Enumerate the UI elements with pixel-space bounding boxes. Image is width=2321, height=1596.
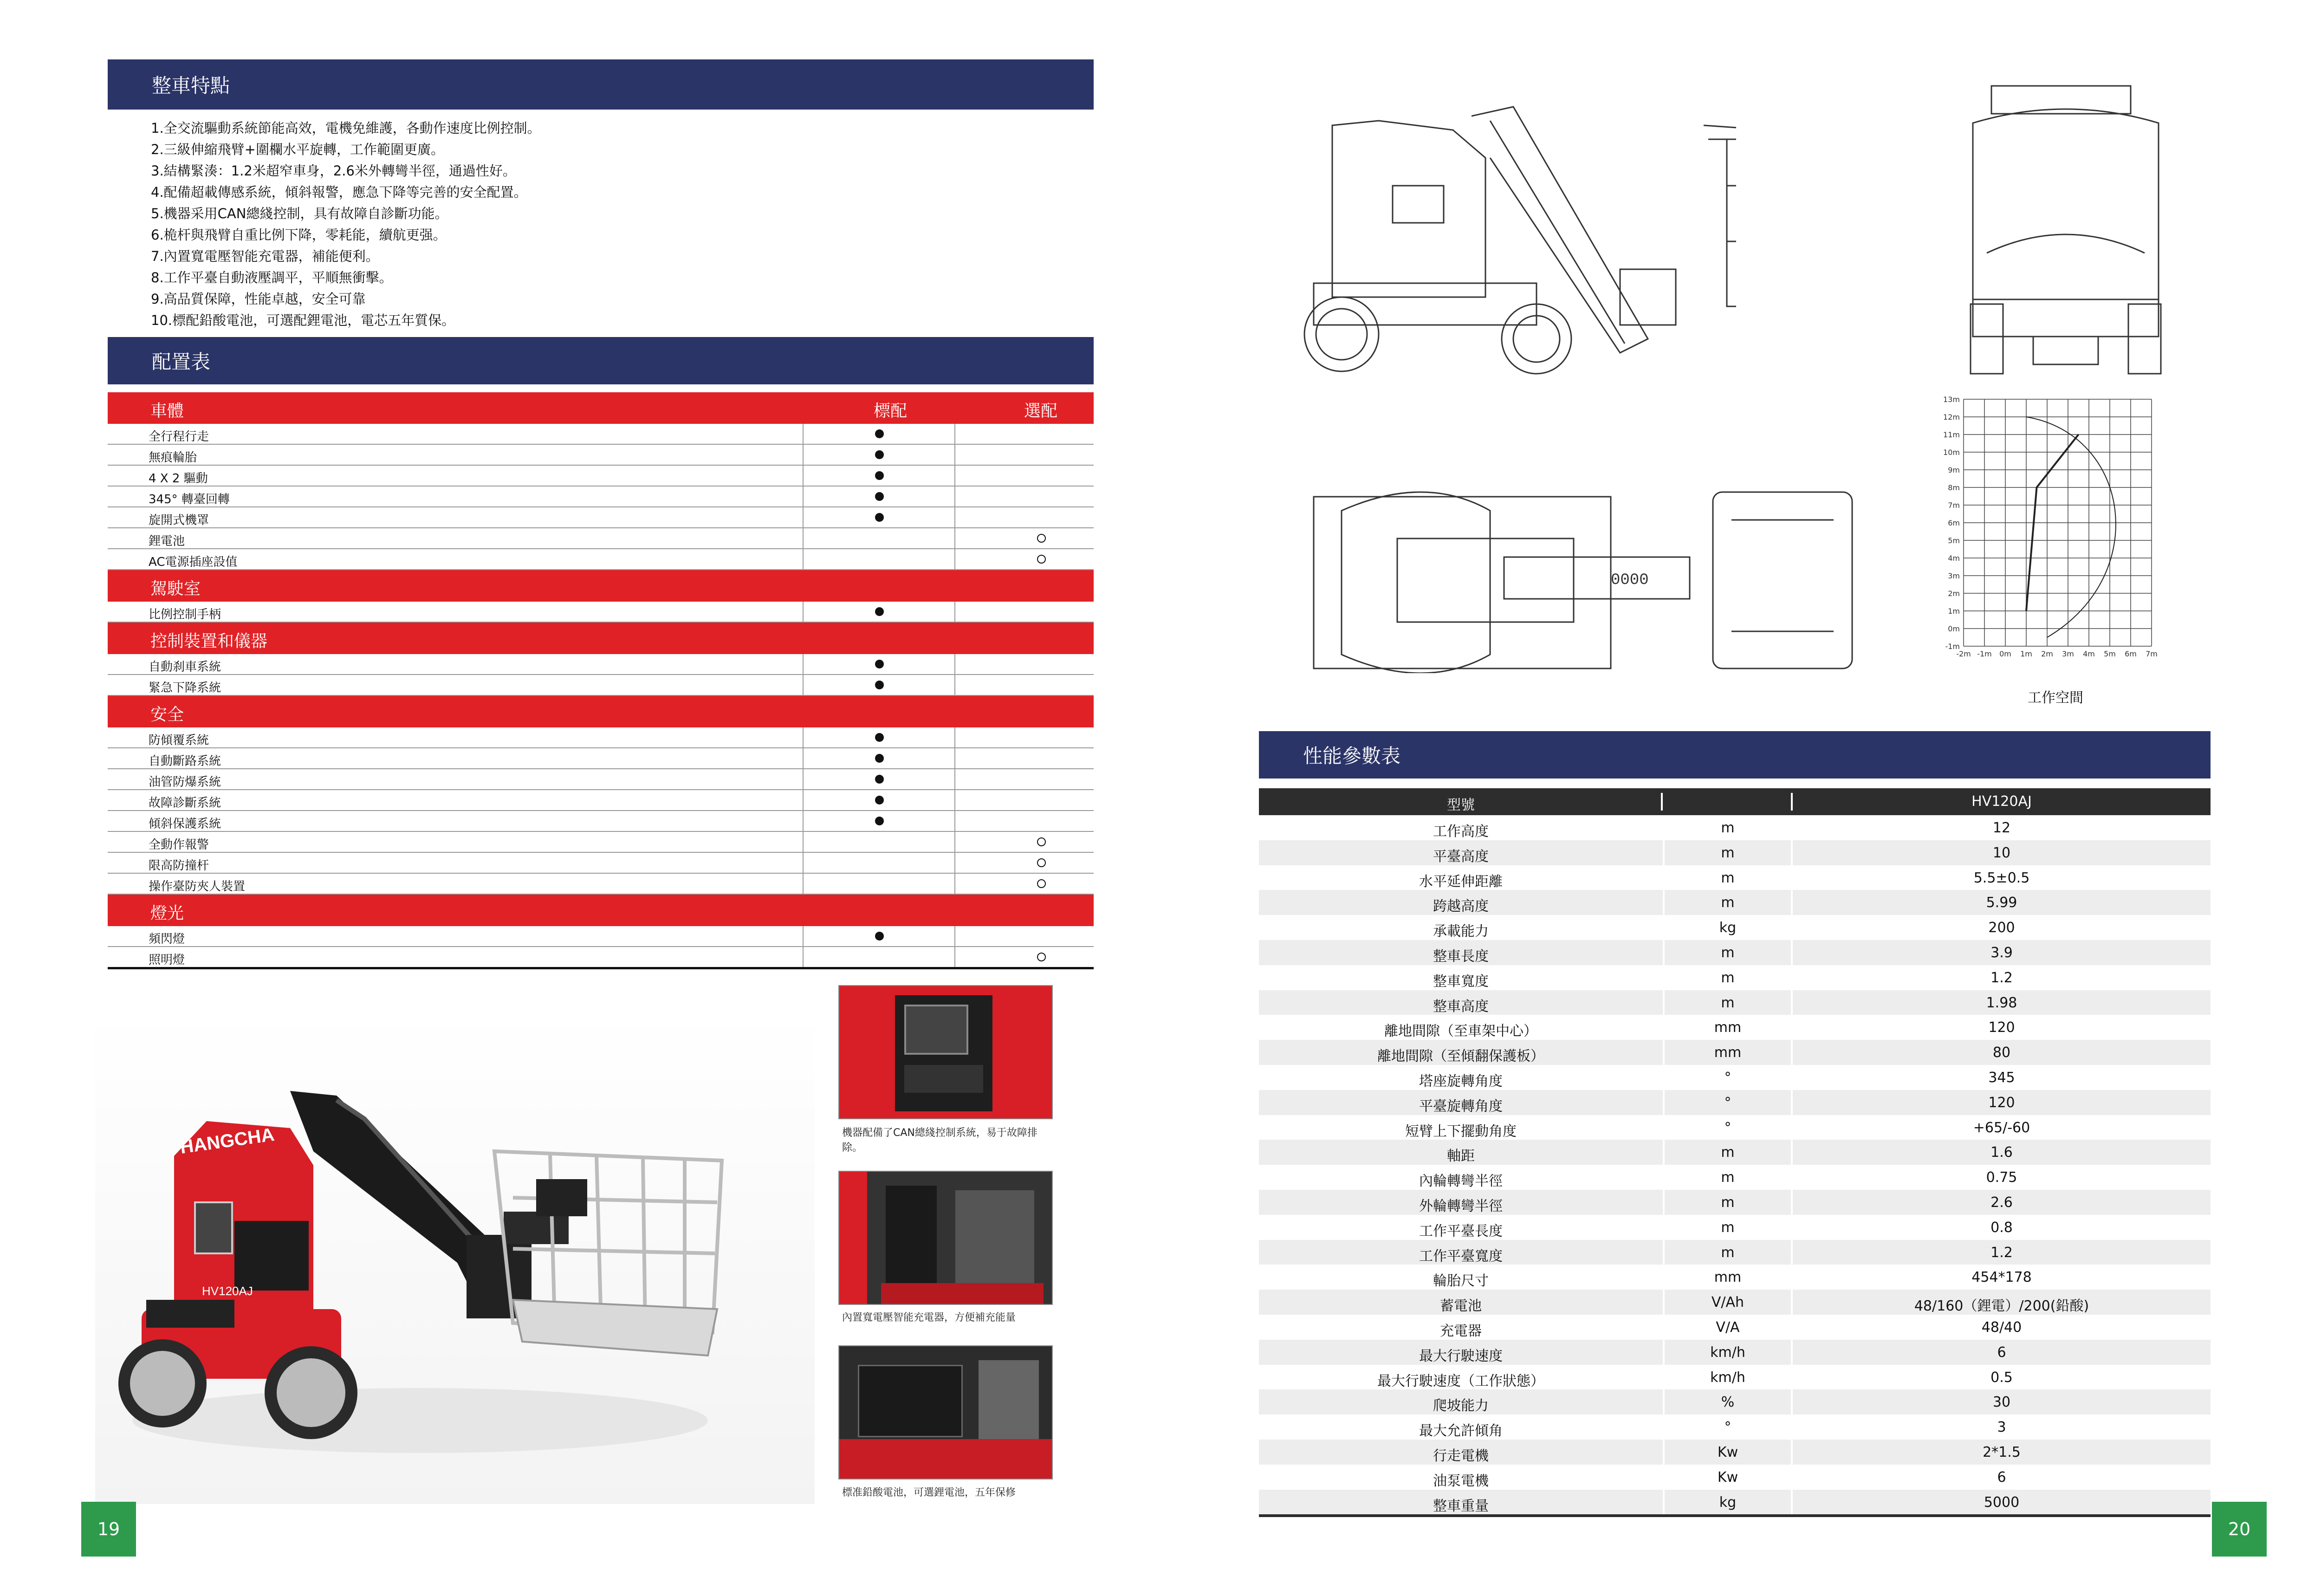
config-standard-cell	[803, 424, 955, 444]
spec-name: 整車寬度	[1433, 973, 1489, 990]
standard-dot-icon	[875, 450, 884, 459]
spec-name: 塔座旋轉角度	[1419, 1073, 1503, 1090]
page-number-right	[2212, 1502, 2267, 1557]
spec-name: 輪胎尺寸	[1433, 1273, 1489, 1290]
x-tick-label: 7m	[2146, 649, 2158, 658]
spec-unit: Kw	[1663, 1465, 1793, 1490]
spec-unit: m	[1663, 1190, 1793, 1215]
standard-dot-icon	[875, 492, 884, 501]
spec-unit: °	[1663, 1115, 1793, 1140]
standard-dot-icon	[875, 932, 884, 941]
config-standard-cell	[803, 675, 955, 695]
feature-item: 8.工作平臺自動液壓調平，平順無衝擊。	[151, 270, 393, 285]
optional-circle-icon	[1037, 534, 1046, 543]
y-tick-label: 5m	[1948, 536, 1960, 545]
config-row	[108, 832, 1094, 853]
detail-photo-charger	[838, 1171, 1053, 1305]
spec-row	[1259, 1015, 2211, 1040]
detail-photo-control-panel	[838, 985, 1053, 1119]
config-optional-cell	[954, 926, 1127, 946]
config-row	[108, 811, 1094, 832]
y-tick-label: 9m	[1948, 466, 1960, 474]
specs-header-name: 型號	[1447, 797, 1475, 813]
spec-value: 0.75	[1986, 1169, 2017, 1186]
config-row	[108, 769, 1094, 790]
config-section-name: 駕駛室	[150, 579, 201, 598]
spec-unit: °	[1663, 1090, 1793, 1115]
caption-charger: 內置寬電壓智能充電器，方便補充能量	[842, 1312, 1016, 1324]
spec-name: 水平延伸距離	[1419, 873, 1503, 890]
config-row-label: 限高防撞杆	[149, 859, 209, 873]
config-row-label: 油管防爆系統	[149, 775, 221, 789]
spec-value: 5.99	[1986, 895, 2017, 911]
spec-name: 整車長度	[1433, 948, 1489, 965]
config-row-label: 操作臺防夾人裝置	[149, 880, 246, 894]
spec-value: 345	[1988, 1069, 2015, 1086]
spec-row	[1259, 1315, 2211, 1340]
aerial-work-platform-image	[95, 1012, 815, 1504]
standard-dot-icon	[875, 660, 884, 668]
config-section-header	[108, 570, 1094, 602]
config-standard-cell	[803, 487, 955, 506]
spec-row	[1259, 1340, 2211, 1365]
spec-unit: %	[1663, 1389, 1793, 1414]
spec-unit: V/A	[1663, 1315, 1793, 1340]
work-envelope-curve	[2026, 417, 2116, 637]
spec-value: 30	[1992, 1394, 2011, 1411]
spec-row	[1259, 915, 2211, 940]
work-space-label: 工作空間	[2028, 690, 2083, 706]
standard-dot-icon	[875, 681, 884, 689]
spec-name: 蓄電池	[1440, 1298, 1482, 1315]
spec-row	[1259, 1140, 2211, 1165]
standard-dot-icon	[875, 429, 884, 438]
spec-value: 6	[1997, 1344, 2006, 1361]
rear-view-drawing	[1964, 77, 2168, 378]
spec-value: 0.5	[1990, 1369, 2013, 1386]
spec-row	[1259, 1414, 2211, 1440]
config-row-label: 4 X 2 驅動	[149, 472, 208, 486]
config-row	[108, 874, 1094, 895]
config-table	[108, 392, 1094, 969]
spec-value: 1.2	[1990, 1244, 2013, 1261]
spec-name: 內輪轉彎半徑	[1419, 1173, 1503, 1190]
config-row-label: 全動作報警	[149, 838, 209, 852]
config-row	[108, 528, 1094, 549]
standard-dot-icon	[875, 754, 884, 763]
spec-value: 200	[1988, 920, 2015, 936]
features-list	[151, 117, 541, 331]
config-standard-cell	[803, 853, 955, 873]
spec-value: 48/160（鋰電）/200(鉛酸)	[1914, 1298, 2089, 1315]
specs-title-bar	[1259, 731, 2211, 779]
spec-value: 0.8	[1990, 1219, 2013, 1236]
spec-value: 12	[1992, 820, 2011, 836]
spec-row	[1259, 940, 2211, 965]
config-standard-cell	[803, 874, 955, 894]
specs-table	[1259, 788, 2211, 1517]
spec-unit: °	[1663, 1414, 1793, 1440]
spec-row	[1259, 1190, 2211, 1215]
mast-number-text: 0000	[1611, 571, 1649, 589]
spec-name: 爬坡能力	[1433, 1398, 1489, 1414]
spec-value: 6	[1997, 1469, 2006, 1486]
config-row-label: 自動刹車系統	[149, 660, 221, 674]
config-section-header	[108, 392, 1094, 424]
config-standard-cell	[803, 811, 955, 831]
config-optional-cell	[954, 424, 1127, 444]
config-optional-cell	[954, 549, 1127, 569]
feature-item: 1.全交流驅動系統節能高效，電機免維護，各動作速度比例控制。	[151, 120, 541, 136]
feature-item: 9.高品質保障，性能卓越，安全可靠	[151, 291, 366, 307]
config-optional-cell	[954, 832, 1127, 852]
spec-name: 外輪轉彎半徑	[1419, 1198, 1503, 1214]
config-row	[108, 507, 1094, 528]
feature-item: 6.桅杆與飛臂自重比例下降，零耗能，續航更强。	[151, 227, 447, 243]
features-title-bar	[108, 59, 1094, 110]
spec-row	[1259, 990, 2211, 1015]
config-standard-cell	[803, 528, 955, 548]
x-tick-label: -1m	[1977, 649, 1992, 658]
detail-photo-battery	[838, 1345, 1053, 1479]
config-section-header	[108, 696, 1094, 727]
spec-unit: m	[1663, 990, 1793, 1015]
spec-row	[1259, 1365, 2211, 1390]
feature-item: 5.機器采用CAN總綫控制，具有故障自診斷功能。	[151, 206, 448, 221]
standard-dot-icon	[875, 471, 884, 480]
spec-row	[1259, 840, 2211, 865]
spec-value: 10	[1992, 844, 2011, 861]
y-tick-label: 1m	[1948, 607, 1960, 616]
config-optional-cell	[954, 874, 1127, 894]
spec-unit: mm	[1663, 1015, 1793, 1040]
spec-row	[1259, 1065, 2211, 1090]
config-col-optional: 選配	[1024, 402, 1057, 421]
config-optional-cell	[954, 769, 1127, 789]
config-row	[108, 790, 1094, 811]
spec-name: 工作高度	[1433, 824, 1489, 840]
spec-value: 120	[1988, 1094, 2015, 1111]
spec-value: 120	[1988, 1019, 2015, 1036]
optional-circle-icon	[1037, 953, 1046, 961]
spec-unit: m	[1663, 965, 1793, 990]
spec-row	[1259, 1240, 2211, 1265]
spec-unit: °	[1663, 1065, 1793, 1090]
product-photo	[95, 1012, 815, 1504]
spec-name: 承載能力	[1433, 923, 1489, 940]
spec-row	[1259, 1090, 2211, 1115]
spec-name: 最大行駛速度	[1419, 1348, 1503, 1364]
y-tick-label: 10m	[1943, 448, 1960, 457]
config-optional-cell	[954, 602, 1127, 622]
config-standard-cell	[803, 466, 955, 486]
config-standard-cell	[803, 654, 955, 674]
side-view-drawing	[1295, 65, 1736, 381]
standard-dot-icon	[875, 775, 884, 784]
feature-item: 2.三級伸縮飛臂+圍欄水平旋轉，工作範圍更廣。	[151, 142, 444, 157]
config-standard-cell	[803, 445, 955, 465]
config-standard-cell	[803, 602, 955, 622]
standard-dot-icon	[875, 796, 884, 804]
config-row-label: 傾斜保護系統	[149, 817, 221, 831]
config-optional-cell	[954, 748, 1127, 768]
spec-unit: m	[1663, 1165, 1793, 1190]
config-row-label: 緊急下降系統	[149, 681, 221, 695]
feature-item: 3.結構緊湊：1.2米超窄車身，2.6米外轉彎半徑，通過性好。	[151, 163, 516, 179]
specs-header-model: HV120AJ	[1971, 793, 2032, 810]
config-standard-cell	[803, 790, 955, 810]
optional-circle-icon	[1037, 879, 1046, 888]
spec-row	[1259, 865, 2211, 890]
spec-value: 80	[1992, 1045, 2011, 1061]
brand-logo: HANGCHA	[179, 1124, 276, 1158]
config-standard-cell	[803, 748, 955, 768]
spec-name: 行走電機	[1433, 1447, 1489, 1464]
config-standard-cell	[803, 947, 955, 967]
feature-item: 7.內置寬電壓智能充電器，補能便利。	[151, 248, 379, 264]
x-tick-label: 4m	[2083, 649, 2095, 658]
config-row-label: 照明燈	[149, 953, 185, 967]
spec-name: 工作平臺寬度	[1419, 1248, 1503, 1265]
spec-row	[1259, 1040, 2211, 1065]
spec-name: 軸距	[1447, 1148, 1475, 1165]
config-row-label: 防傾覆系統	[149, 733, 209, 747]
config-row-label: 故障診斷系統	[149, 796, 221, 810]
spec-name: 整車高度	[1433, 998, 1489, 1015]
specs-title: 性能參數表	[1303, 745, 1401, 767]
config-title-bar	[108, 337, 1094, 384]
y-tick-label: 7m	[1948, 501, 1960, 510]
feature-item: 10.標配鉛酸電池，可選配鋰電池，電芯五年質保。	[151, 312, 455, 328]
config-row	[108, 445, 1094, 466]
top-view-drawing	[1295, 483, 1857, 673]
config-row-label: AC電源插座設值	[149, 555, 238, 569]
config-row	[108, 602, 1094, 623]
config-section-name: 控制裝置和儀器	[150, 632, 268, 651]
optional-circle-icon	[1037, 555, 1046, 564]
spec-row	[1259, 815, 2211, 840]
config-standard-cell	[803, 769, 955, 789]
spec-name: 最大行駛速度（工作狀態）	[1377, 1373, 1544, 1389]
page-number-right-text: 20	[2228, 1519, 2251, 1539]
config-col-standard: 標配	[873, 402, 907, 421]
config-row-label: 頻閃燈	[149, 932, 185, 946]
spec-row	[1259, 1465, 2211, 1490]
config-optional-cell	[954, 790, 1127, 810]
config-section-header	[108, 895, 1094, 926]
spec-unit: m	[1663, 1140, 1793, 1165]
page-number-left	[81, 1502, 136, 1557]
y-tick-label: 3m	[1948, 571, 1960, 580]
config-optional-cell	[954, 507, 1127, 527]
spec-value: +65/-60	[1973, 1119, 2030, 1136]
y-tick-label: 12m	[1943, 413, 1960, 422]
spec-name: 短臂上下擺動角度	[1405, 1123, 1517, 1140]
spec-row	[1259, 1440, 2211, 1465]
config-row-label: 比例控制手柄	[149, 608, 221, 622]
spec-row	[1259, 1115, 2211, 1140]
config-optional-cell	[954, 675, 1127, 695]
spec-name: 工作平臺長度	[1419, 1223, 1503, 1239]
spec-row	[1259, 1290, 2211, 1315]
config-row	[108, 853, 1094, 874]
spec-name: 離地間隙（至車架中心）	[1384, 1023, 1537, 1040]
x-tick-label: 2m	[2041, 649, 2053, 658]
config-standard-cell	[803, 832, 955, 852]
config-optional-cell	[954, 811, 1127, 831]
work-space-chart	[1931, 390, 2172, 710]
spec-unit: m	[1663, 890, 1793, 915]
spec-value: 48/40	[1981, 1319, 2022, 1336]
config-row	[108, 466, 1094, 487]
standard-dot-icon	[875, 513, 884, 522]
spec-unit: m	[1663, 1240, 1793, 1265]
y-tick-label: 13m	[1943, 395, 1960, 404]
spec-unit: kg	[1663, 915, 1793, 940]
config-optional-cell	[954, 487, 1127, 506]
specs-header-row	[1259, 788, 2211, 815]
feature-item: 4.配備超載傳感系統，傾斜報警，應急下降等完善的安全配置。	[151, 184, 527, 200]
config-optional-cell	[954, 528, 1127, 548]
spec-name: 平臺高度	[1433, 848, 1489, 865]
x-tick-label: 3m	[2062, 649, 2074, 658]
caption-control-system: 機器配備了CAN總綫控制系統，易于故障排除。	[842, 1127, 1037, 1154]
spec-row	[1259, 1215, 2211, 1240]
config-row	[108, 947, 1094, 969]
spec-unit: m	[1663, 940, 1793, 965]
spec-value: 5.5±0.5	[1973, 869, 2030, 886]
config-row-label: 全行程行走	[149, 430, 209, 444]
spec-value: 2*1.5	[1983, 1444, 2021, 1460]
x-tick-label: -2m	[1956, 649, 1971, 658]
caption-battery: 標准鉛酸電池，可選鋰電池，五年保修	[842, 1487, 1016, 1499]
config-section-name: 燈光	[150, 904, 184, 923]
spec-value: 1.6	[1990, 1144, 2013, 1161]
config-row	[108, 654, 1094, 675]
spec-unit: m	[1663, 815, 1793, 840]
spec-name: 跨越高度	[1433, 898, 1489, 915]
spec-value: 5000	[1984, 1494, 2020, 1511]
spec-value: 1.98	[1986, 994, 2017, 1011]
config-section-name: 安全	[150, 705, 184, 724]
spec-value: 3.9	[1990, 944, 2013, 961]
spec-value: 3	[1997, 1419, 2006, 1436]
model-plate: HV120AJ	[202, 1284, 253, 1298]
config-row-label: 鋰電池	[149, 534, 185, 548]
page-number-left-text: 19	[97, 1519, 120, 1539]
config-row-label: 無痕輪胎	[149, 451, 197, 465]
standard-dot-icon	[875, 607, 884, 616]
y-tick-label: 0m	[1948, 624, 1960, 633]
config-row	[108, 727, 1094, 748]
config-section-header	[108, 623, 1094, 654]
y-tick-label: 6m	[1948, 519, 1960, 527]
optional-circle-icon	[1037, 837, 1046, 846]
spec-unit: mm	[1663, 1265, 1793, 1290]
spec-unit: m	[1663, 1215, 1793, 1240]
spec-name: 最大允許傾角	[1419, 1423, 1503, 1440]
y-tick-label: 8m	[1948, 483, 1960, 492]
optional-circle-icon	[1037, 858, 1046, 867]
config-section-name: 車體	[150, 402, 184, 421]
spec-name: 充電器	[1440, 1323, 1482, 1339]
config-standard-cell	[803, 727, 955, 747]
config-row	[108, 748, 1094, 769]
standard-dot-icon	[875, 817, 884, 825]
spec-row	[1259, 965, 2211, 990]
config-row-label: 旋開式機罩	[149, 513, 209, 527]
x-tick-label: 6m	[2125, 649, 2137, 658]
config-row-label: 自動斷路系統	[149, 754, 221, 768]
config-row	[108, 926, 1094, 947]
spec-row	[1259, 890, 2211, 915]
spec-unit: V/Ah	[1663, 1290, 1793, 1315]
config-standard-cell	[803, 549, 955, 569]
x-tick-label: 1m	[2020, 649, 2032, 658]
standard-dot-icon	[875, 733, 884, 742]
spec-unit: Kw	[1663, 1440, 1793, 1465]
features-title: 整車特點	[152, 74, 230, 97]
config-optional-cell	[954, 727, 1127, 747]
spec-row	[1259, 1389, 2211, 1414]
spec-unit: kg	[1663, 1490, 1793, 1515]
y-tick-label: -1m	[1945, 642, 1960, 651]
spec-row	[1259, 1165, 2211, 1190]
config-row	[108, 675, 1094, 696]
spec-unit: km/h	[1663, 1340, 1793, 1365]
config-standard-cell	[803, 507, 955, 527]
config-optional-cell	[954, 466, 1127, 486]
config-row	[108, 424, 1094, 445]
spec-value: 2.6	[1990, 1194, 2013, 1211]
x-tick-label: 5m	[2104, 649, 2116, 658]
y-tick-label: 2m	[1948, 589, 1960, 598]
spec-name: 平臺旋轉角度	[1419, 1098, 1503, 1115]
config-title: 配置表	[152, 350, 211, 373]
y-tick-label: 4m	[1948, 554, 1960, 563]
spec-name: 離地間隙（至傾翻保護板）	[1377, 1048, 1544, 1065]
spec-unit: mm	[1663, 1040, 1793, 1065]
spec-name: 整車重量	[1433, 1498, 1489, 1514]
spec-unit: m	[1663, 865, 1793, 890]
x-tick-label: 0m	[1999, 649, 2011, 658]
config-row	[108, 549, 1094, 570]
spec-unit: m	[1663, 840, 1793, 865]
spec-row	[1259, 1490, 2211, 1515]
spec-unit: km/h	[1663, 1365, 1793, 1390]
config-optional-cell	[954, 654, 1127, 674]
spec-value: 454*178	[1971, 1269, 2032, 1286]
y-tick-label: 11m	[1943, 430, 1960, 439]
spec-row	[1259, 1265, 2211, 1290]
config-optional-cell	[954, 853, 1127, 873]
config-row	[108, 487, 1094, 507]
config-standard-cell	[803, 926, 955, 946]
config-optional-cell	[954, 947, 1127, 967]
config-row-label: 345° 轉臺回轉	[149, 493, 230, 506]
spec-name: 油泵電機	[1433, 1473, 1489, 1489]
spec-value: 1.2	[1990, 969, 2013, 986]
config-optional-cell	[954, 445, 1127, 465]
